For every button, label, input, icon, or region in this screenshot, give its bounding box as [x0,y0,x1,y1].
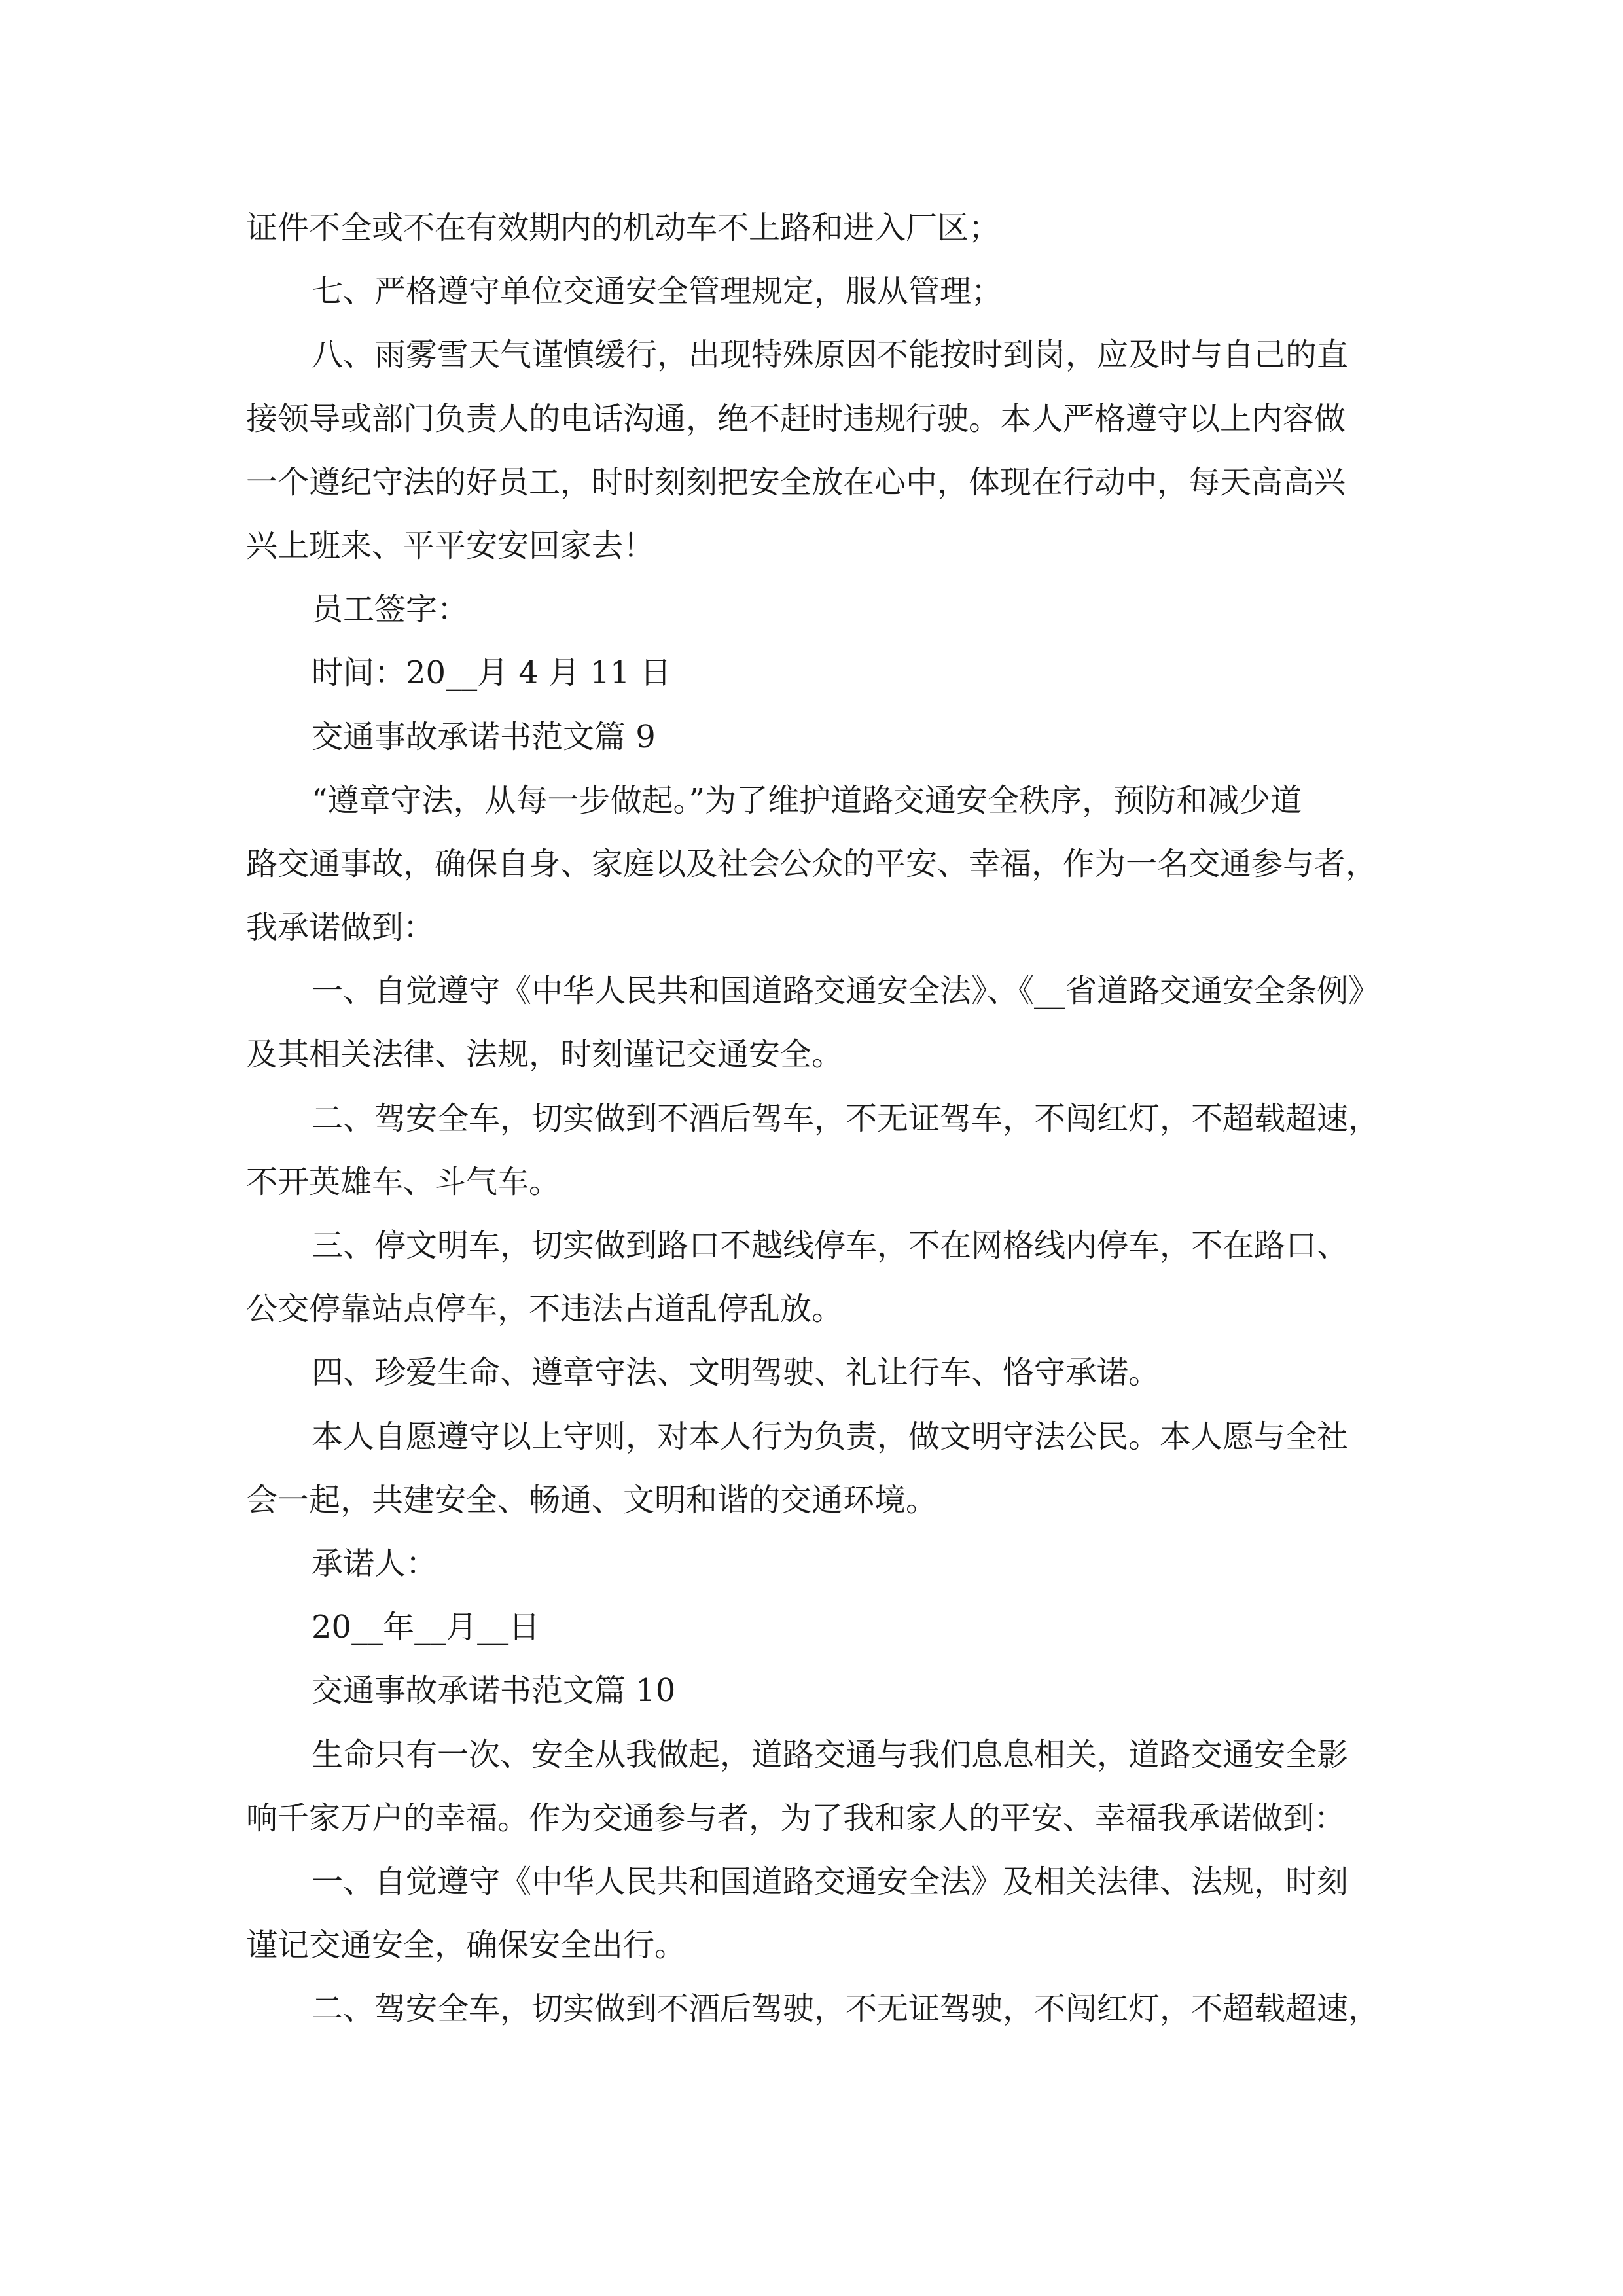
document-body [246,196,1385,2041]
text-line: 本人自愿遵守以上守则，对本人行为负责，做文明守法公民。本人愿与全社 [312,1418,1349,1455]
text-line: 不开英雄车、斗气车。 [246,1163,561,1200]
text-line: 三、停文明车，切实做到路口不越线停车，不在网格线内停车，不在路口、 [312,1227,1349,1264]
text-line: 响千家万户的幸福。作为交通参与者，为了我和家人的平安、幸福我承诺做到： [246,1799,1346,1837]
text-line: 二、驾安全车，切实做到不酒后驾驶，不无证驾驶，不闯红灯，不超载超速， [312,1990,1380,2028]
text-line: 生命只有一次、安全从我做起，道路交通与我们息息相关，道路交通安全影 [312,1736,1349,1773]
section-heading: 交通事故承诺书范文篇 9 [312,718,656,755]
text-line: 兴上班来、平平安安回家去！ [246,527,655,564]
text-line: 证件不全或不在有效期内的机动车不上路和进入厂区； [246,209,1001,246]
text-line: 员工签字： [312,591,469,628]
text-line: 一、自觉遵守《中华人民共和国道路交通安全法》、《__省道路交通安全条例》 [312,973,1380,1010]
text-line: 路交通事故，确保自身、家庭以及社会公众的平安、幸福，作为一名交通参与者， [246,845,1378,882]
text-line: 四、珍爱生命、遵章守法、文明驾驶、礼让行车、恪守承诺。 [312,1354,1160,1391]
text-line: 时间：20__月 4 月 11 日 [312,655,671,692]
text-line: 七、严格遵守单位交通安全管理规定，服从管理； [312,273,1003,310]
section-heading: 交通事故承诺书范文篇 10 [312,1672,676,1710]
text-line: 八、雨雾雪天气谨慎缓行，出现特殊原因不能按时到岗，应及时与自己的直 [312,336,1349,374]
text-line: 会一起，共建安全、畅通、文明和谐的交通环境。 [246,1481,938,1518]
text-line: 承诺人： [312,1545,438,1582]
text-line: 20__年__月__日 [312,1609,541,1646]
text-line: 公交停靠站点停车，不违法占道乱停乱放。 [246,1291,844,1328]
text-line: 谨记交通安全，确保安全出行。 [246,1927,687,1964]
text-line: 一、自觉遵守《中华人民共和国道路交通安全法》及相关法律、法规，时刻 [312,1863,1349,1900]
text-line: 一个遵纪守法的好员工，时时刻刻把安全放在心中，体现在行动中，每天高高兴 [246,463,1346,501]
text-line: “遵章守法，从每一步做起。”为了维护道路交通安全秩序，预防和减少道 [312,781,1302,819]
text-line: 二、驾安全车，切实做到不酒后驾车，不无证驾车，不闯红灯，不超载超速， [312,1100,1380,1137]
text-line: 接领导或部门负责人的电话沟通，绝不赶时违规行驶。本人严格遵守以上内容做 [246,400,1346,437]
text-line: 及其相关法律、法规，时刻谨记交通安全。 [246,1036,844,1073]
text-line: 我承诺做到： [246,909,435,946]
